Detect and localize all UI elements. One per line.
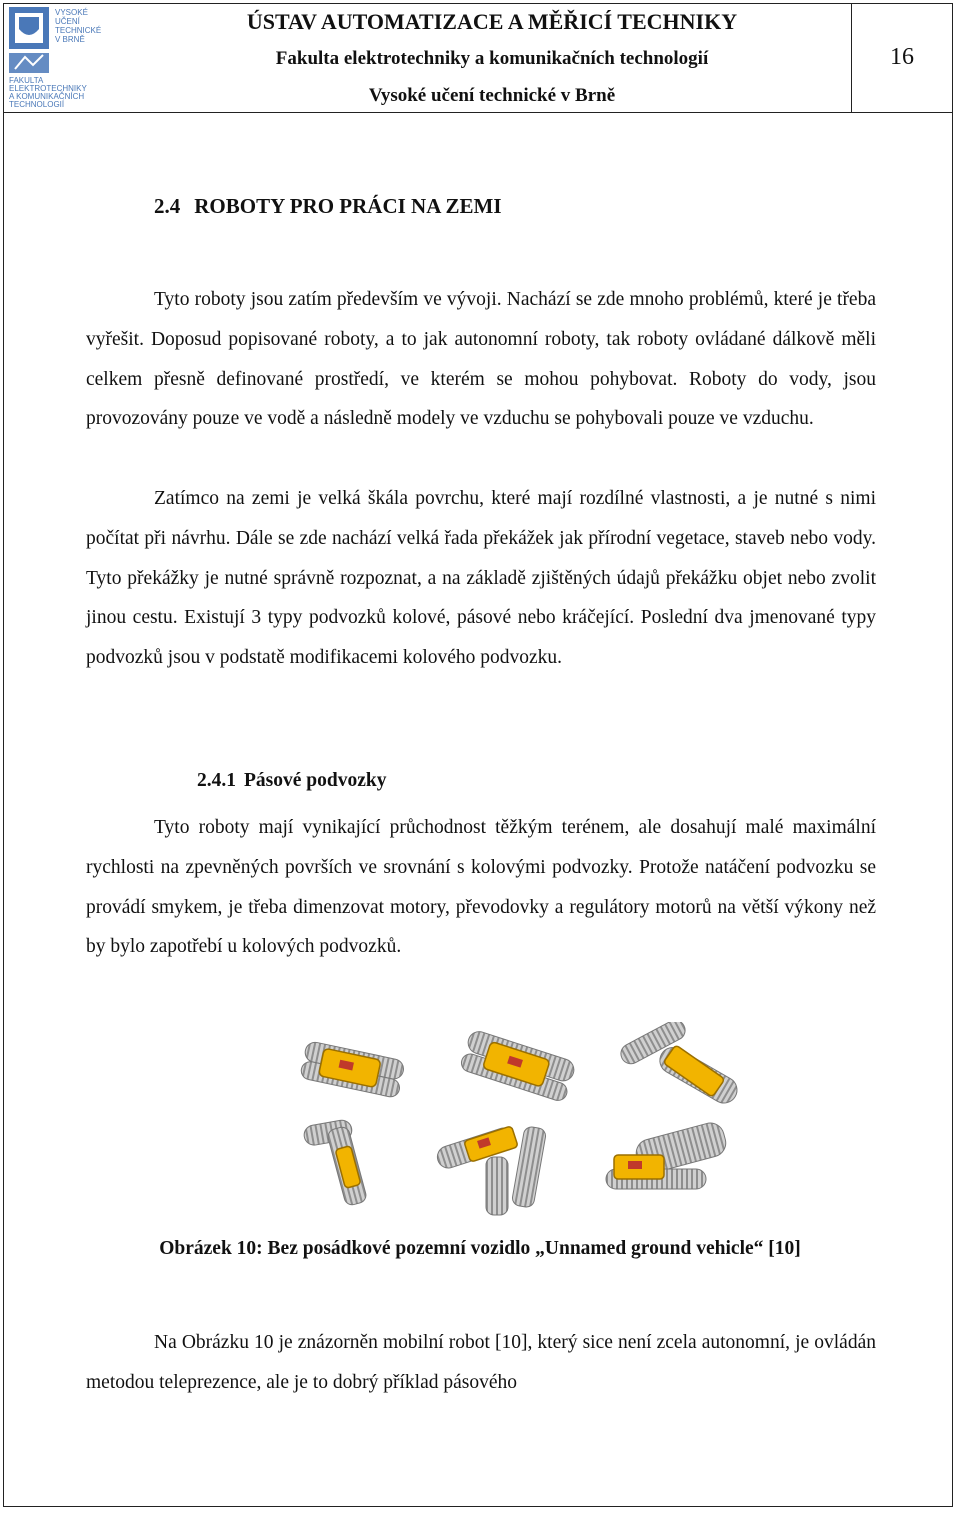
robot-figure — [296, 1022, 896, 1222]
logo-text-bottom-4: TECHNOLOGIÍ — [9, 100, 65, 109]
logo-text-bottom-2: ELEKTROTECHNIKY — [9, 84, 87, 93]
section-heading — [154, 194, 502, 219]
university-logo — [3, 3, 131, 112]
logo-text-top-4: V BRNĚ — [55, 35, 85, 44]
robot-pose-stacked — [606, 1120, 729, 1189]
logo-text-top-3: TECHNICKÉ — [55, 26, 102, 35]
closing-paragraph: Na Obrázku 10 je znázorněn mobilní robot [10], který sice není zcela autonomní, je ovládán metodou teleprezence, ale je to dobrý příklad pásového — [86, 1332, 876, 1393]
subsection-paragraph: Tyto roboty mají vynikající průchodnost těžkým terénem, ale dosahují malé maximální rychlosti na zpevněných površích ve srovnání s kolovými podvozky. Protože natáčení podvozku se provádí smykem, je třeba dimenzovat motory, převodovky a regulátory motorů na větší výkony než by bylo zapotřebí u kolových podvozků. — [86, 817, 876, 958]
section-number: 2.4 — [154, 194, 181, 218]
logo-text-bottom-3: A KOMUNIKAČNÍCH — [9, 92, 85, 101]
robot-pose-raised — [617, 1022, 741, 1108]
paragraph-1: Tyto roboty jsou zatím především ve vývoji. Nachází se zde mnoho problémů, které je třeba vyřešit. Doposud popisované roboty, a to jak autonomní roboty, tak roboty ovládané dálkově měli celkem přesně definované prostředí, ve kterém se mohou pohybovat. Roboty do vody, jsou provozovány pouze ve vodě a následně modely ve vzduchu se pohybovali pouze ve vzduchu. — [86, 289, 876, 430]
paragraph-2: Zatímco na zemi je velká škála povrchu, které mají rozdílné vlastnosti, a je nutné s nimi počítat při návrhu. Dále se zde nachází velká řada překážek jak přírodní vegetace, staveb nebo vody. Tyto překážky je nutné správně rozpoznat, a na základě zjištěných údajů překážku objet nebo zvolit jinou cestu. Existují 3 typy podvozků kolové, pásové nebo kráčející. Poslední dva jmenované typy podvozků jsou v podstatě modifikacemi kolového podvozku. — [86, 488, 876, 669]
page-border — [3, 3, 953, 1507]
page-number: 16 — [851, 3, 952, 112]
logo-text-top-1: VYSOKÉ — [55, 8, 88, 17]
faculty-name: Fakulta elektrotechniky a komunikačních technologií — [275, 48, 709, 69]
robot-pose-climbing — [303, 1119, 368, 1207]
logo-text-top-2: UČENÍ — [55, 17, 80, 26]
logo-text-bottom-1: FAKULTA — [9, 76, 44, 85]
page-header — [3, 3, 953, 113]
robot-figure-graphic — [296, 1022, 896, 1222]
section-title: ROBOTY PRO PRÁCI NA ZEMI — [194, 194, 502, 218]
university-logo-graphic — [3, 3, 131, 112]
robot-pose-angled — [459, 1029, 577, 1103]
robot-pose-bent — [435, 1125, 547, 1215]
figure-caption: Obrázek 10: Bez posádkové pozemní vozidlo „Unnamed ground vehicle“ [10] — [159, 1238, 801, 1259]
robot-pose-flat — [300, 1040, 406, 1098]
header-titles — [131, 3, 853, 112]
subsection-title: Pásové podvozky — [244, 770, 387, 791]
university-name: Vysoké učení technické v Brně — [368, 85, 616, 106]
institute-name: ÚSTAV AUTOMATIZACE A MĚŘICÍ TECHNIKY — [246, 9, 738, 34]
subsection-heading — [197, 770, 386, 792]
subsection-number: 2.4.1 — [197, 770, 236, 791]
